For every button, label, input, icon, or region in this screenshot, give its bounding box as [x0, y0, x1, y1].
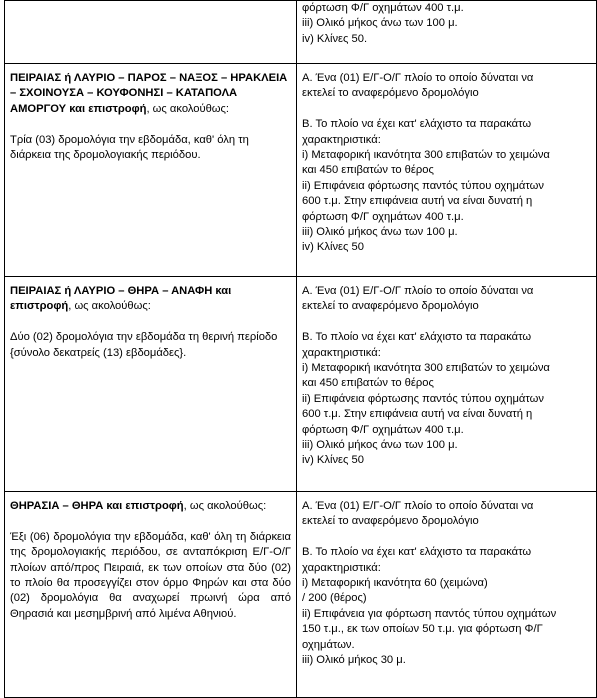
requirement-line: εκτελεί το αναφερόμενο δρομολόγιο: [302, 300, 479, 313]
routes-table: [4, 0, 597, 698]
requirement-line: iii) Ολικό μήκος άνω των 100 μ.: [302, 226, 458, 239]
route-heading: [10, 499, 291, 514]
table-row: [5, 277, 597, 492]
requirement-line: 600 τ.μ. Στην επιφάνεια αυτή να είναι δυνατή η: [302, 408, 533, 421]
requirement-line: Β. Το πλοίο να έχει κατ' ελάχιστο τα παρακάτω: [302, 546, 532, 559]
route-name: ΠΕΙΡΑΙΑΣ ή ΛΑΥΡΙΟ – ΠΑΡΟΣ – ΝΑΞΟΣ – ΗΡΑΚΛΕΙΑ – ΣΧΟΙΝΟΥΣΑ – ΚΟΥΦΟΝΗΣΙ – ΚΑΤΑΠΟΛΑ ΑΜΟΡΓΟΥ και επιστροφή: [10, 72, 288, 115]
route-description: Έξι (06) δρομολόγια την εβδομάδα, καθ' όλη τη διάρκεια της δρομολογιακής περιόδου, σε ανταπόκριση Ε/Γ-Ο/Γ πλοίων από/προς Πειραιά, εκ των οποίων στα δύο (02) το πλοίο θα προσεγγίζει στον όρμο Φηρών και στα δύο (02) δρομολόγια θα αναχωρεί πρωινή ώρα από Θηρασιά και μεσημβρινή από λιμένα Αθηνιού.: [10, 530, 291, 620]
requirement-line: 150 τ.μ., εκ των οποίων 50 τ.μ. για φόρτωση Φ/Γ: [302, 623, 543, 636]
requirement-line: iii) Ολικό μήκος άνω των 100 μ.: [302, 17, 458, 30]
requirement-line: iv) Κλίνες 50: [302, 454, 364, 467]
requirements-cell: [297, 64, 597, 277]
requirement-line: φόρτωση Φ/Γ οχημάτων 400 τ.μ.: [302, 210, 464, 223]
route-description: Δύο (02) δρομολόγια την εβδομάδα τη θερινή περίοδο {σύνολο δεκατρείς (13) εβδομάδες}.: [10, 331, 278, 359]
route-cell: [5, 1, 297, 64]
route-heading: [10, 71, 291, 117]
route-heading-suffix: , ως ακολούθως:: [68, 300, 151, 313]
requirement-line: Α. Ένα (01) Ε/Γ-Ο/Γ πλοίο το οποίο δύναται να: [302, 72, 534, 84]
route-name: ΠΕΙΡΑΙΑΣ ή ΛΑΥΡΙΟ – ΘΗΡΑ – ΑΝΑΦΗ και επιστροφή: [10, 285, 232, 313]
requirement-line: εκτελεί το αναφερόμενο δρομολόγιο: [302, 87, 479, 100]
requirement-line: φόρτωση Φ/Γ οχημάτων 400 τ.μ.: [302, 423, 464, 436]
requirement-line: iv) Κλίνες 50: [302, 241, 364, 254]
requirement-line: Α. Ένα (01) Ε/Γ-Ο/Γ πλοίο το οποίο δύναται να: [302, 500, 534, 512]
requirement-line: iv) Κλίνες 50.: [302, 32, 368, 45]
requirement-line: i) Μεταφορική ικανότητα 300 επιβατών το χειμώνα: [302, 362, 550, 375]
route-cell: [5, 64, 297, 277]
requirement-line: iii) Ολικό μήκος 30 μ.: [302, 654, 406, 667]
route-heading-suffix: , ως ακολούθως:: [183, 500, 267, 512]
requirement-line: iii) Ολικό μήκος άνω των 100 μ.: [302, 439, 458, 452]
requirements-cell: [297, 1, 597, 64]
requirement-line: Α. Ένα (01) Ε/Γ-Ο/Γ πλοίο το οποίο δύναται να: [302, 285, 534, 297]
table-row: [5, 492, 597, 698]
route-cell: [5, 492, 297, 698]
requirements-cell: [297, 492, 597, 698]
route-heading: [10, 284, 291, 315]
requirement-line: χαρακτηριστικά:: [302, 561, 381, 574]
route-name: ΘΗΡΑΣΙΑ – ΘΗΡΑ και επιστροφή: [10, 500, 184, 512]
requirement-line: και 450 επιβατών το θέρος: [302, 377, 434, 390]
requirement-line: ii) Επιφάνεια φόρτωσης παντός τύπου οχημάτων: [302, 392, 544, 405]
requirement-line: οχημάτων.: [302, 638, 355, 651]
route-description: Τρία (03) δρομολόγια την εβδομάδα, καθ' όλη τη διάρκεια της δρομολογιακής περιόδου.: [10, 133, 249, 162]
requirement-line: Β. Το πλοίο να έχει κατ' ελάχιστο τα παρακάτω: [302, 331, 532, 344]
requirement-line: και 450 επιβατών το θέρος: [302, 164, 434, 177]
table-row: [5, 64, 597, 277]
requirement-line: i) Μεταφορική ικανότητα 300 επιβατών το χειμώνα: [302, 149, 550, 162]
requirements-cell: [297, 277, 597, 492]
requirement-line: Β. Το πλοίο να έχει κατ' ελάχιστο τα παρακάτω: [302, 118, 532, 131]
requirement-line: εκτελεί το αναφερόμενο δρομολόγιο: [302, 515, 479, 528]
requirement-line: / 200 (θέρος): [302, 592, 367, 605]
requirement-line: χαρακτηριστικά:: [302, 133, 381, 146]
requirement-line: i) Μεταφορική ικανότητα 60 (χειμώνα): [302, 577, 488, 590]
route-heading-suffix: , ως ακολούθως:: [146, 102, 230, 115]
requirement-line: ii) Επιφάνεια φόρτωσης παντός τύπου οχημάτων: [302, 179, 544, 192]
table-row: [5, 1, 597, 64]
requirement-line: χαρακτηριστικά:: [302, 346, 381, 359]
requirement-line: φόρτωση Φ/Γ οχημάτων 400 τ.μ.: [302, 2, 464, 14]
route-cell: [5, 277, 297, 492]
requirement-line: 600 τ.μ. Στην επιφάνεια αυτή να είναι δυνατή η: [302, 195, 533, 208]
requirement-line: ii) Επιφάνεια για φόρτωση παντός τύπου οχημάτων: [302, 607, 557, 620]
